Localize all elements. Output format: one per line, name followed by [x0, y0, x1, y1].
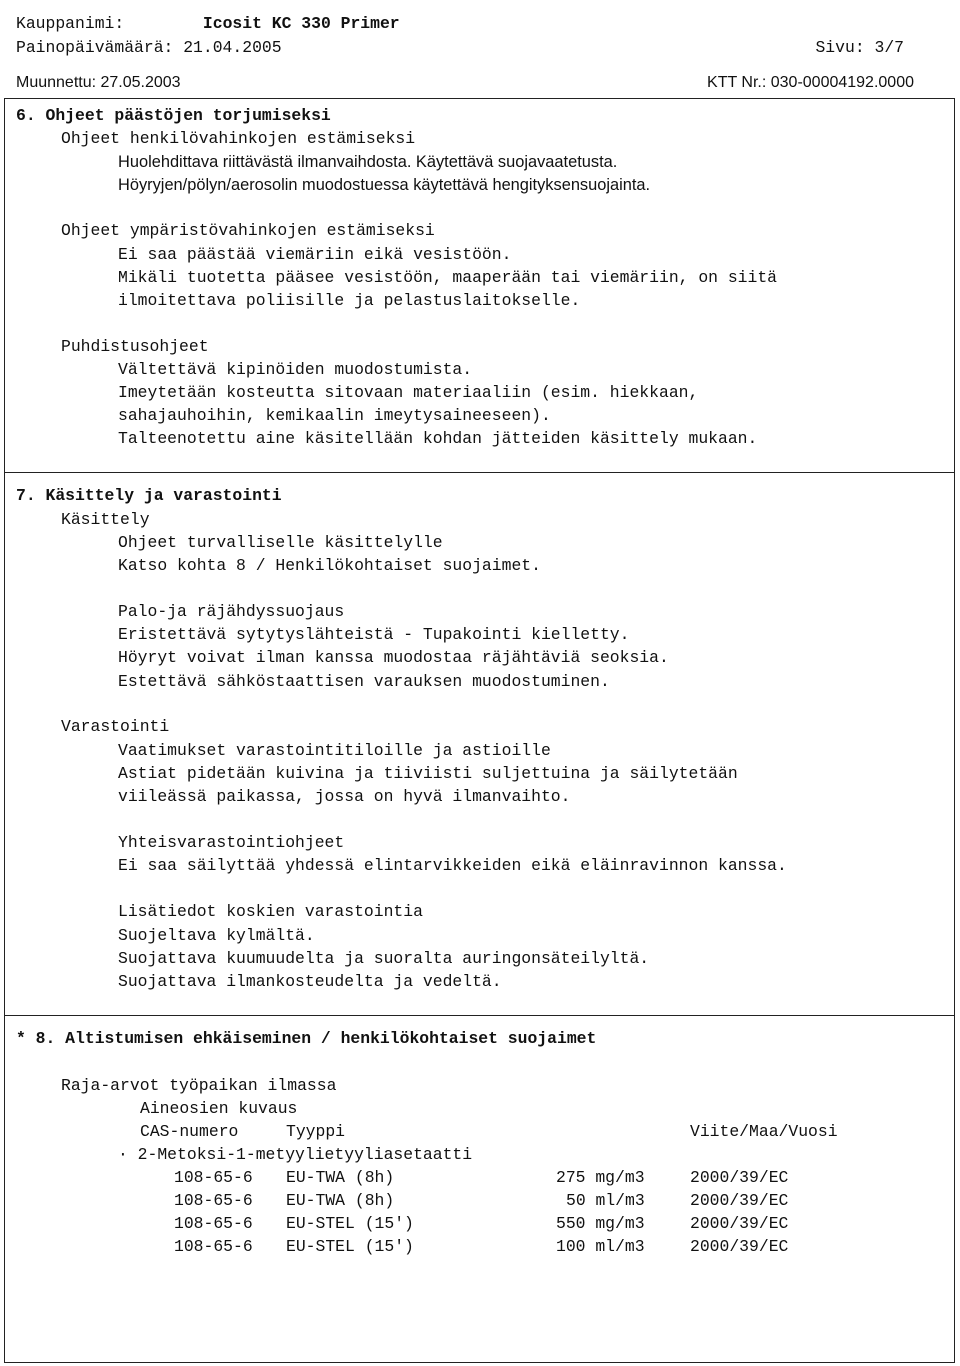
env-line-1: Ei saa päästää viemäriin eikä vesistöön. — [118, 245, 512, 264]
cleanup-line-3: sahajauhoihin, kemikaalin imeytysaineeseen). — [118, 406, 551, 425]
fire-protection-title: Palo-ja räjähdyssuojaus — [118, 602, 345, 621]
personal-line-2: Höyryjen/pölyn/aerosolin muodostuessa käytettävä hengityksensuojainta. — [118, 176, 651, 194]
reference: 2000/39/EC — [690, 1214, 789, 1233]
env-precautions-title: Ohjeet ympäristövahinkojen estämiseksi — [61, 221, 435, 240]
storage-title: Varastointi — [61, 717, 170, 736]
storage-info-line-1: Suojeltava kylmältä. — [118, 926, 315, 945]
trade-name-label: Kauppanimi: — [16, 14, 125, 33]
storage-requirements-title: Vaatimukset varastointitiloille ja astioille — [118, 741, 551, 760]
column-header-type: Tyyppi — [286, 1122, 346, 1141]
limit-type: EU-STEL (15') — [286, 1237, 414, 1256]
safe-handling-title: Ohjeet turvalliselle käsittelylle — [118, 533, 443, 552]
reference: 2000/39/EC — [690, 1168, 789, 1187]
storage-info-line-2: Suojattava kuumuudelta ja suoralta auringonsäteilyltä. — [118, 949, 650, 968]
limit-value: 275 mg/m3 — [556, 1168, 645, 1187]
limit-type: EU-TWA (8h) — [286, 1191, 395, 1210]
trade-name: Icosit KC 330 Primer — [202, 14, 400, 33]
co-storage-title: Yhteisvarastointiohjeet — [118, 833, 345, 852]
section-divider — [4, 472, 955, 473]
cas-number: 108-65-6 — [174, 1237, 253, 1256]
cleanup-line-2: Imeytetään kosteutta sitovaan materiaaliin (esim. hiekkaan, — [118, 383, 699, 402]
limit-value: 100 ml/m3 — [556, 1237, 645, 1256]
personal-precautions-title: Ohjeet henkilövahinkojen estämiseksi — [61, 129, 416, 148]
safe-handling-line-1: Katso kohta 8 / Henkilökohtaiset suojaimet. — [118, 556, 541, 575]
storage-req-line-2: viileässä paikassa, jossa on hyvä ilmanvaihto. — [118, 787, 571, 806]
cleanup-line-1: Vältettävä kipinöiden muodostumista. — [118, 360, 473, 379]
column-header-reference: Viite/Maa/Vuosi — [690, 1122, 838, 1141]
cas-number: 108-65-6 — [174, 1168, 253, 1187]
fire-line-3: Estettävä sähköstaattisen varauksen muodostuminen. — [118, 672, 610, 691]
limit-value: 50 ml/m3 — [566, 1191, 645, 1210]
cas-number: 108-65-6 — [174, 1214, 253, 1233]
limit-type: EU-STEL (15') — [286, 1214, 414, 1233]
page-number: Sivu: 3/7 — [815, 38, 904, 57]
storage-info-title: Lisätiedot koskien varastointia — [118, 902, 423, 921]
column-header-cas: CAS-numero — [140, 1122, 239, 1141]
co-storage-line-1: Ei saa säilyttää yhdessä elintarvikkeiden eikä eläinravinnon kanssa. — [118, 856, 787, 875]
fire-line-1: Eristettävä sytytyslähteistä - Tupakointi kielletty. — [118, 625, 630, 644]
trade-name-line — [16, 14, 400, 34]
ktt-number: KTT Nr.: 030-00004192.0000 — [707, 74, 914, 91]
section-6-title: 6. Ohjeet päästöjen torjumiseksi — [16, 106, 331, 125]
personal-line-1: Huolehdittava riittävästä ilmanvaihdosta. Käytettävä suojavaatetusta. — [118, 153, 618, 171]
env-line-3: ilmoitettava poliisille ja pelastuslaitokselle. — [118, 291, 581, 310]
limit-value: 550 mg/m3 — [556, 1214, 645, 1233]
reference: 2000/39/EC — [690, 1237, 789, 1256]
limit-type: EU-TWA (8h) — [286, 1168, 395, 1187]
handling-title: Käsittely — [61, 510, 150, 529]
storage-req-line-1: Astiat pidetään kuivina ja tiiviisti suljettuina ja säilytetään — [118, 764, 738, 783]
modified-date: Muunnettu: 27.05.2003 — [16, 74, 181, 91]
section-8-title: * 8. Altistumisen ehkäiseminen / henkilökohtaiset suojaimet — [16, 1029, 597, 1048]
reference: 2000/39/EC — [690, 1191, 789, 1210]
cleanup-line-4: Talteenotettu aine käsitellään kohdan jätteiden käsittely mukaan. — [118, 429, 758, 448]
print-date: Painopäivämäärä: 21.04.2005 — [16, 38, 282, 57]
substance-name: · 2-Metoksi-1-metyylietyyliasetaatti — [118, 1145, 473, 1164]
fire-line-2: Höyryt voivat ilman kanssa muodostaa räjähtäviä seoksia. — [118, 648, 669, 667]
storage-info-line-3: Suojattava ilmankosteudelta ja vedeltä. — [118, 972, 502, 991]
components-label: Aineosien kuvaus — [140, 1099, 298, 1118]
section-divider — [4, 1015, 955, 1016]
cas-number: 108-65-6 — [174, 1191, 253, 1210]
cleanup-title: Puhdistusohjeet — [61, 337, 209, 356]
section-7-title: 7. Käsittely ja varastointi — [16, 486, 282, 505]
exposure-limits-title: Raja-arvot työpaikan ilmassa — [61, 1076, 337, 1095]
env-line-2: Mikäli tuotetta pääsee vesistöön, maaperään tai viemäriin, on siitä — [118, 268, 778, 287]
